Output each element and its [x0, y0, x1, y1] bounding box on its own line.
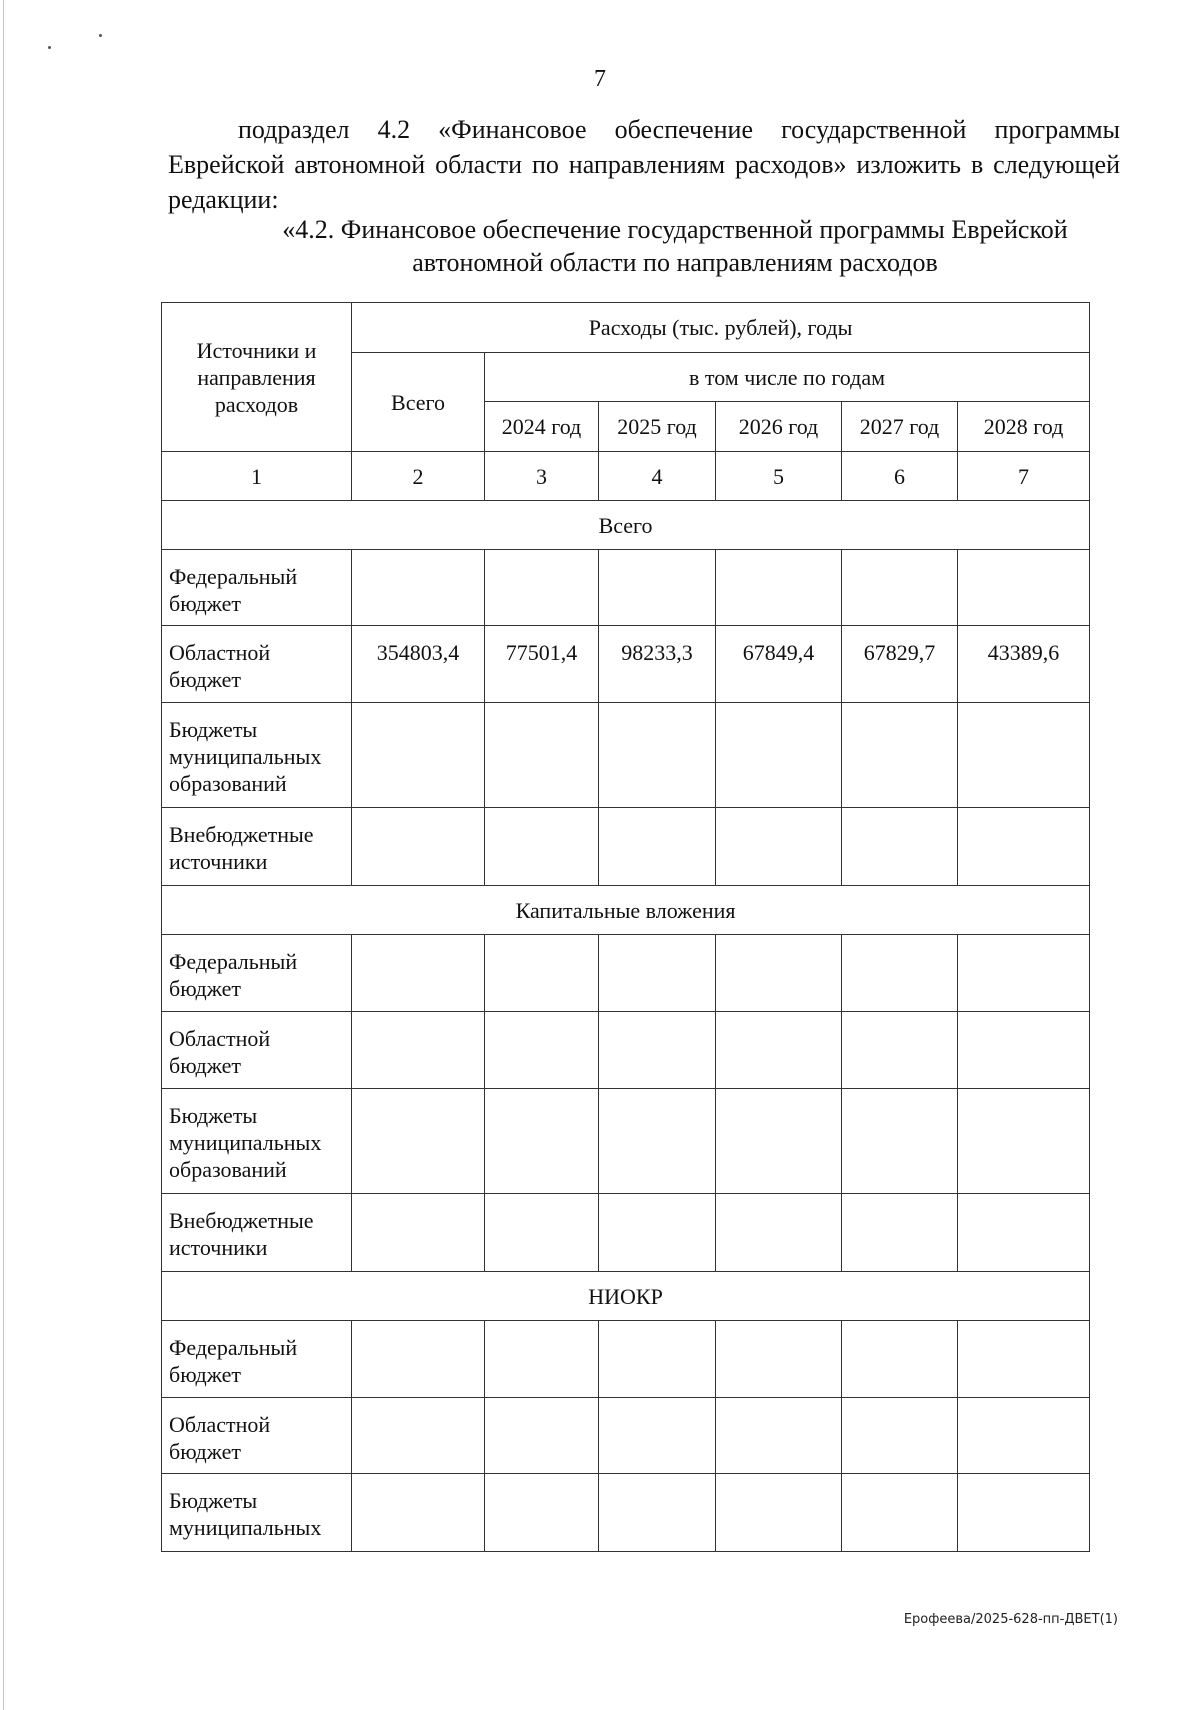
value-cell — [352, 1194, 485, 1272]
column-number-row — [162, 452, 1090, 501]
source-label: Областной бюджет — [162, 626, 352, 703]
footer-document-code: Ерофеева/2025-628-пп-ДВЕТ(1) — [903, 1612, 1118, 1627]
value-cell — [958, 1398, 1090, 1474]
value-cell — [842, 1398, 958, 1474]
table-row — [162, 1474, 1090, 1552]
header-year-2027: 2027 год — [842, 402, 958, 452]
value-cell — [842, 935, 958, 1012]
value-cell: 67829,7 — [842, 626, 958, 703]
table-row — [162, 1321, 1090, 1398]
value-cell — [842, 808, 958, 886]
header-year-2026: 2026 год — [716, 402, 842, 452]
value-cell — [958, 550, 1090, 626]
value-cell: 67849,4 — [716, 626, 842, 703]
value-cell — [958, 808, 1090, 886]
value-cell — [485, 1089, 599, 1194]
section-title-cell: НИОКР — [162, 1272, 1090, 1321]
value-cell — [842, 1089, 958, 1194]
column-number: 7 — [958, 452, 1090, 501]
value-cell — [485, 703, 599, 808]
value-cell — [958, 1012, 1090, 1089]
section-title-cell: Капитальные вложения — [162, 886, 1090, 935]
finance-table — [161, 302, 1090, 1552]
table-row — [162, 703, 1090, 808]
header-expenses: Расходы (тыс. рублей), годы — [352, 303, 1090, 353]
table-row — [162, 1012, 1090, 1089]
value-cell — [599, 808, 716, 886]
scan-speck — [99, 34, 102, 37]
value-cell — [485, 1398, 599, 1474]
value-cell — [716, 808, 842, 886]
source-label: Федеральный бюджет — [162, 1321, 352, 1398]
value-cell — [352, 1398, 485, 1474]
value-cell — [485, 1194, 599, 1272]
value-cell — [599, 703, 716, 808]
value-cell: 98233,3 — [599, 626, 716, 703]
value-cell — [599, 1194, 716, 1272]
value-cell — [842, 1012, 958, 1089]
source-label: Федеральный бюджет — [162, 935, 352, 1012]
value-cell — [485, 1012, 599, 1089]
source-label: Бюджеты муниципальных образований — [162, 1089, 352, 1194]
value-cell — [716, 1398, 842, 1474]
value-cell — [599, 1398, 716, 1474]
column-number: 4 — [599, 452, 716, 501]
header-sources: Источники и направления расходов — [162, 303, 352, 452]
source-label: Областной бюджет — [162, 1012, 352, 1089]
value-cell — [716, 1474, 842, 1552]
value-cell — [958, 1089, 1090, 1194]
value-cell — [842, 1194, 958, 1272]
table-row — [162, 808, 1090, 886]
value-cell — [352, 1474, 485, 1552]
table-row — [162, 935, 1090, 1012]
scan-edge-line — [3, 0, 4, 1710]
value-cell — [842, 1321, 958, 1398]
value-cell — [599, 1321, 716, 1398]
value-cell — [352, 703, 485, 808]
value-cell — [352, 808, 485, 886]
value-cell — [716, 935, 842, 1012]
value-cell — [599, 1012, 716, 1089]
value-cell — [599, 935, 716, 1012]
source-label: Бюджеты муниципальных — [162, 1474, 352, 1552]
header-by-years: в том числе по годам — [485, 353, 1090, 402]
column-number: 6 — [842, 452, 958, 501]
value-cell: 77501,4 — [485, 626, 599, 703]
source-label: Внебюджетные источники — [162, 808, 352, 886]
section-row — [162, 886, 1090, 935]
value-cell — [599, 550, 716, 626]
table-row — [162, 626, 1090, 703]
column-number: 2 — [352, 452, 485, 501]
value-cell — [352, 1321, 485, 1398]
value-cell — [485, 1474, 599, 1552]
header-total: Всего — [352, 353, 485, 452]
value-cell — [716, 550, 842, 626]
value-cell — [485, 1321, 599, 1398]
value-cell — [958, 1194, 1090, 1272]
value-cell — [599, 1474, 716, 1552]
value-cell — [958, 1474, 1090, 1552]
value-cell — [485, 935, 599, 1012]
table-row — [162, 1089, 1090, 1194]
section-row — [162, 501, 1090, 550]
value-cell — [842, 550, 958, 626]
value-cell — [352, 1089, 485, 1194]
value-cell — [716, 1321, 842, 1398]
value-cell — [842, 1474, 958, 1552]
table-row — [162, 1398, 1090, 1474]
section-title: «4.2. Финансовое обеспечение государственной программы Еврейской автономной области по направлениям расходов — [282, 215, 1068, 277]
header-year-2028: 2028 год — [958, 402, 1090, 452]
value-cell — [716, 1012, 842, 1089]
column-number: 1 — [162, 452, 352, 501]
table-row — [162, 1194, 1090, 1272]
value-cell: 354803,4 — [352, 626, 485, 703]
value-cell — [485, 550, 599, 626]
value-cell — [352, 935, 485, 1012]
value-cell — [842, 703, 958, 808]
column-number: 3 — [485, 452, 599, 501]
section-title-cell: Всего — [162, 501, 1090, 550]
value-cell — [352, 1012, 485, 1089]
source-label: Областной бюджет — [162, 1398, 352, 1474]
header-year-2024: 2024 год — [485, 402, 599, 452]
intro-paragraph: подраздел 4.2 «Финансовое обеспечение государственной программы Еврейской автономной области по направлениям расходов» изложить в следующей редакции: — [168, 115, 1120, 214]
column-number: 5 — [716, 452, 842, 501]
value-cell — [352, 550, 485, 626]
value-cell: 43389,6 — [958, 626, 1090, 703]
header-year-2025: 2025 год — [599, 402, 716, 452]
value-cell — [958, 703, 1090, 808]
section-row — [162, 1272, 1090, 1321]
table-row — [162, 550, 1090, 626]
value-cell — [716, 703, 842, 808]
source-label: Внебюджетные источники — [162, 1194, 352, 1272]
source-label: Федеральный бюджет — [162, 550, 352, 626]
value-cell — [716, 1194, 842, 1272]
page-number: 7 — [594, 66, 606, 92]
value-cell — [958, 1321, 1090, 1398]
value-cell — [958, 935, 1090, 1012]
value-cell — [716, 1089, 842, 1194]
scan-speck — [48, 46, 51, 49]
value-cell — [485, 808, 599, 886]
value-cell — [599, 1089, 716, 1194]
source-label: Бюджеты муниципальных образований — [162, 703, 352, 808]
